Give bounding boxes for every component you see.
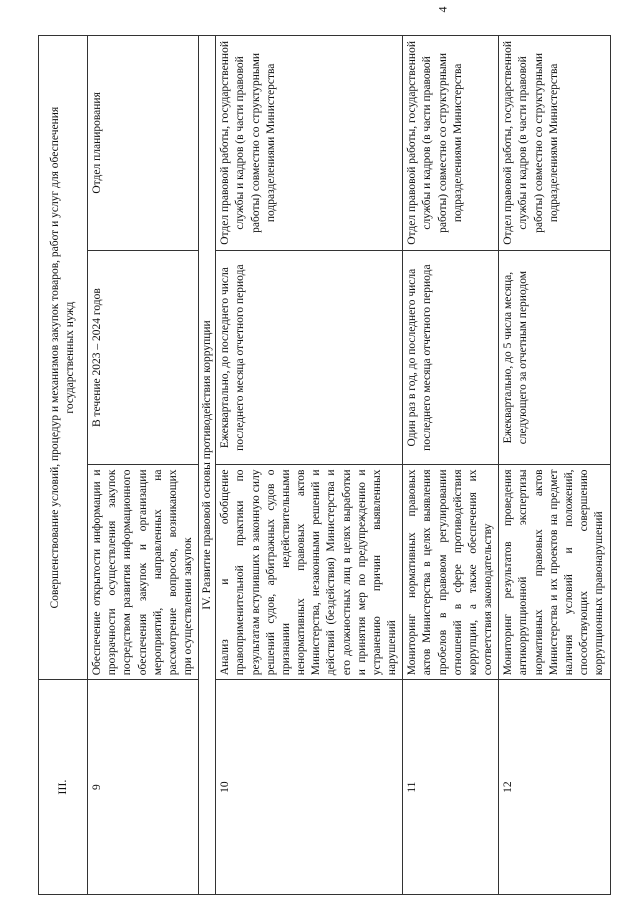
row-number: 9 [88, 680, 199, 895]
section-3-header [39, 36, 88, 895]
rotated-page [38, 35, 606, 895]
section-4-title: IV. Развитие правовой основы противодействия коррупции [199, 36, 216, 895]
term-text: В течение 2023 – 2024 годов [88, 250, 199, 465]
row-number: 11 [403, 680, 499, 895]
responsible-text: Отдел планирования [88, 36, 199, 251]
measure-text: Анализ и обобщение правоприменительной практики по результатам вступивших в законную силу решений судов, арбитражных судов о признании недействительными ненормативных правовых актов Министерства, незаконными решений и действий (бездействия) Министерства и его должностных лиц в целях выработки и принятия мер по предупреждению и устранению причин выявленных нарушений [216, 465, 403, 680]
responsible-text: Отдел правовой работы, государственной службы и кадров (в части правовой работы) совместно со структурными подразделениями Министерства [216, 36, 403, 251]
table-row [216, 36, 403, 895]
page-number [435, 2, 452, 22]
section-3-title: Совершенствование условий, процедур и механизмов закупок товаров, работ и услуг для обеспечения государственных нужд [39, 36, 88, 680]
section-4-header [199, 36, 216, 895]
table-row [88, 36, 199, 895]
measure-text: Обеспечение открытости информации и прозрачности осуществления закупок посредством развития информационного обеспечения закупок и организации мероприятий, направленных на рассмотрение вопросов, возникающих при осуществлении закупок [88, 465, 199, 680]
row-number: 10 [216, 680, 403, 895]
term-text: Ежеквартально, до последнего числа последнего месяца отчетного периода [216, 250, 403, 465]
row-number: 12 [499, 680, 610, 895]
term-text: Один раз в год, до последнего числа последнего месяца отчетного периода [403, 250, 499, 465]
section-3-numeral: III. [39, 680, 88, 895]
table-row [403, 36, 499, 895]
responsible-text: Отдел правовой работы, государственной службы и кадров (в части правовой работы) совместно со структурными подразделениями Министерства [403, 36, 499, 251]
term-text: Ежеквартально, до 5 числа месяца, следующего за отчетным периодом [499, 250, 610, 465]
responsible-text: Отдел правовой работы, государственной службы и кадров (в части правовой работы) совместно со структурными подразделениями Министерства [499, 36, 610, 251]
measure-text: Мониторинг нормативных правовых актов Министерства в целях выявления пробелов в правовом регулировании отношений в сфере противодействия коррупции, а также обеспечения их соответствия законодательству [403, 465, 499, 680]
page-number-text: 4 [435, 6, 450, 13]
table-row [499, 36, 610, 895]
measure-text: Мониторинг результатов проведения антикоррупционной экспертизы нормативных правовых актов Министерства и их проектов на предмет наличия условий и положений, способствующих совершению коррупционных правонарушений [499, 465, 610, 680]
measures-table [38, 35, 611, 895]
